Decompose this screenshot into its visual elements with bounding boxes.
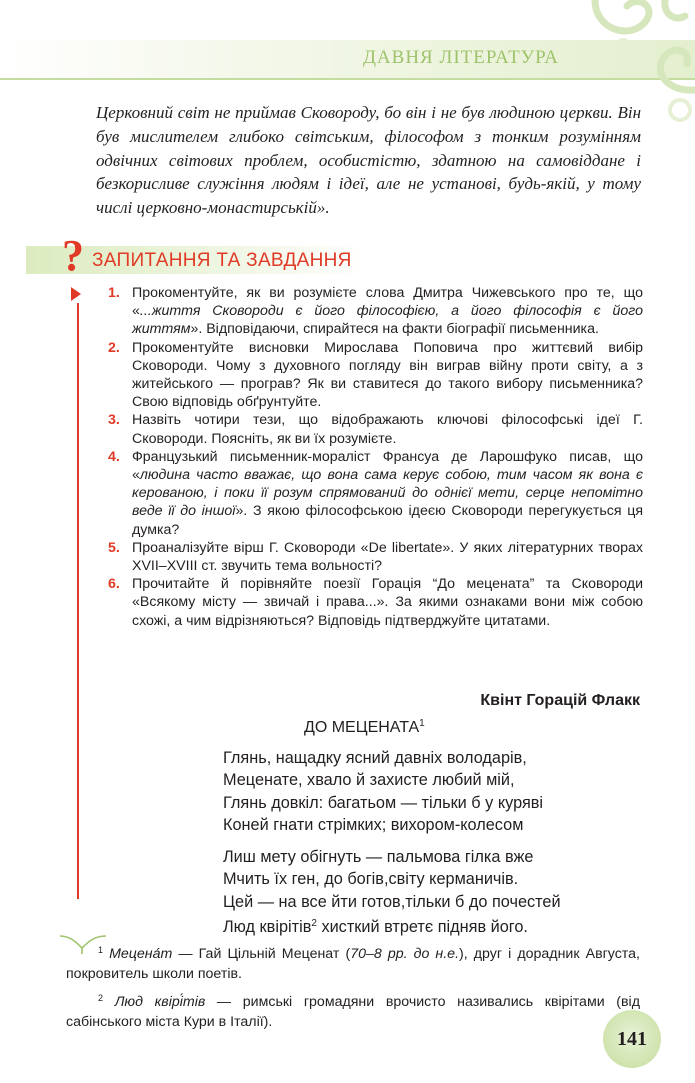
- task-quote: людина часто вважає, що вона сама керує собою, тим часом як вона є керованою, і поки її розум спрямований до однієї мети, серце непомітно веде її до іншої: [132, 467, 643, 520]
- footnote-2: $^2$ Люд квірі́тів — римські громадяни врочисто називались квірітами (від сабінського міста Кури в Італії).: [66, 993, 640, 1030]
- task-number: 2.: [108, 339, 120, 356]
- task-number: 3.: [108, 412, 120, 429]
- footnotes: [66, 940, 640, 1032]
- task-number: 1.: [108, 285, 120, 301]
- poem-body: [223, 747, 561, 938]
- poem-title: ДО МЕЦЕНАТА$^1$: [304, 718, 425, 736]
- task-item-2: [102, 339, 643, 412]
- question-mark-icon: ?: [62, 231, 84, 280]
- task-text: Проаналізуйте вірш Г. Сковороди «De libertate». У яких літературних творах XVII–XVIII ст. звучить тема вольності?: [132, 539, 643, 575]
- task-item-4: 4. Французький письменник-мораліст Франсуа де Ларошфуко писав, що «людина часто вважає, що вона сама керує собою, тим часом як вона є керованою, і поки її розум спрямований до однієї мети, серце непомітно веде її до іншої». З якою філософською ідеєю Сковороди перегукується ця думка?: [108, 448, 643, 538]
- task-number: 6.: [108, 576, 120, 593]
- poem-author: Квінт Горацій Флакк: [480, 692, 640, 709]
- poem-line: Цей — на все йти готов,тільки б до почестей: [223, 892, 561, 911]
- poem-stanza: [223, 747, 561, 836]
- page-number: 141: [617, 1027, 647, 1050]
- poem-line: Мчить їх ген, до богів,світу керманичів.: [223, 870, 519, 889]
- task-item-5: [102, 539, 643, 575]
- section-header-title: ДАВНЯ ЛІТЕРАТУРА: [362, 47, 559, 68]
- poem-line: Глянь довкіл: багатьом — тільки б у куряві: [223, 793, 544, 812]
- task-item-3: [102, 411, 643, 447]
- task-item-6: [102, 575, 643, 630]
- task-number: 5.: [108, 539, 120, 556]
- quote-paragraph: Церковний світ не приймав Сковороду, бо він і не був людиною церкви. Він був мислителем глибоко світським, філософом з тонким розумінням одвічних світових проблем, особистістю, здатною на самовіддане і безкорисливе служіння людям і ідеї, але не установі, будь-якій, у тому числі церковно-монастирській».: [96, 103, 641, 218]
- task-number: 4.: [108, 448, 120, 465]
- footnote-1: $^1$ Мецена́т — Гай Цільній Меценат (70–8 рр. до н.е.), друг і дорадник Августа, покровитель школи поетів.: [66, 945, 640, 982]
- side-rule: [77, 303, 79, 899]
- task-item-1: 1. Прокоментуйте, як ви розумієте слова Дмитра Чижевського про те, що «...життя Сковороди є його філософією, а його філософія є його життям». Відповідаючи, спирайтеся на факти біографії письменника.: [108, 285, 643, 338]
- poem-line: Меценате, хвало й захисте любий мій,: [223, 771, 515, 790]
- task-text: Назвіть чотири тези, що відображають ключові філософські ідеї Г. Сковороди. Поясніть, як ви їх розумієте.: [132, 412, 643, 447]
- task-quote: ...життя Сковороди є його філософією, а його філософія є його життям: [132, 303, 643, 338]
- poem-line: Лиш мету обігнуть — пальмова гілка вже: [223, 848, 534, 867]
- page-number-badge: [603, 1010, 661, 1068]
- poem-line: Глянь, нащадку ясний давніх володарів,: [223, 749, 527, 767]
- footnote-ref: 2: [311, 918, 317, 930]
- poem-line: Люд квірітів$^2$ хисткий втретє підняв його.: [223, 918, 528, 937]
- footnote-ref: 1: [419, 718, 425, 729]
- section-title: ЗАПИТАННЯ ТА ЗАВДАННЯ: [92, 250, 352, 271]
- poem-line: Коней гнати стрімких; вихором-колесом: [223, 815, 524, 834]
- poem-stanza: [223, 846, 561, 938]
- triangle-marker-icon: [71, 287, 81, 301]
- task-text: Прокоментуйте висновки Мирослава Поповича про життєвий вибір Сковороди. Чому з духовного погляду він виграв війну проти світу, а з житейського — програв? Як ви ставитеся до такого вибору письменника? Свою відповідь обґрунтуйте.: [132, 339, 643, 411]
- task-text: Прочитайте й порівняйте поезії Горація “До мецената” та Сковороди «Всякому місту — звичай і права...». За якими ознаками вони між собою схожі, а чим відрізняються? Відповідь підтверджуйте цитатами.: [132, 576, 643, 629]
- task-list: [102, 284, 643, 630]
